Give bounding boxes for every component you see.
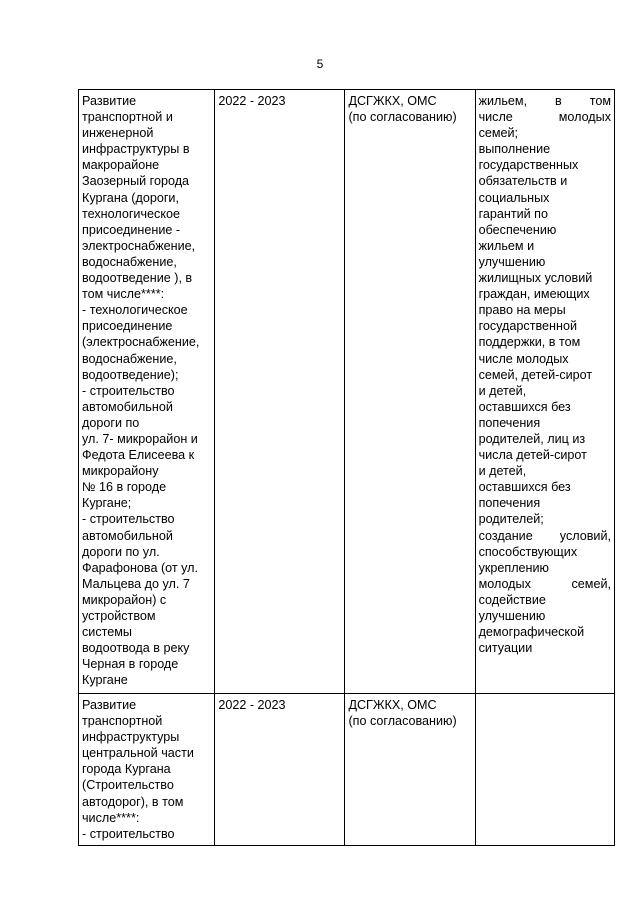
text-line: улучшению [478,254,546,269]
text-line: граждан, имеющих [478,287,590,302]
text-line: Заозерный города [82,174,190,189]
text-line: дороги по [82,415,140,430]
text-line: транспортной [82,714,163,729]
period-text: 2022 - 2023 [218,698,286,712]
text-line: гарантий по [478,206,549,221]
text-line: жильем, в том [478,94,611,108]
text-line: оставшихся без [478,480,571,495]
text-line: обеспечению [478,222,557,237]
text-line: микрорайону [82,464,159,479]
table-row [79,90,615,694]
text-line: автодорог), в том [82,794,184,809]
text-line: автомобильной [82,528,173,543]
text-line: право на меры [478,303,566,318]
text-line: Федота Елисеева к [82,448,195,463]
text-line: - строительство [82,383,175,398]
measure-name [82,93,211,688]
text-line: улучшению [478,609,546,623]
text-line: № 16 в городе [82,480,167,495]
text-line: центральной части [82,746,194,761]
text-line: поддержки, в том [478,335,581,350]
text-line: родителей; [478,512,544,527]
text-line: инфраструктуры в [82,142,190,157]
text-line: устройством [82,609,156,623]
text-line: Мальцева до ул. 7 [82,576,190,591]
text-line: содействие [478,592,546,607]
text-line: жильем и [478,238,535,253]
period-cell [215,90,345,694]
text-line: инфраструктуры [82,730,180,745]
text-line: и детей, [478,383,527,398]
text-line: Фарафонова (от ул. [82,560,199,575]
text-line: Развитие [82,698,137,712]
text-line: ДСГЖКХ, ОМС [348,698,437,712]
executor-text [348,93,471,125]
text-line: автомобильной [82,399,173,414]
text-line: родителей, лиц из [478,431,586,446]
text-line: ул. 7- микрорайон и [82,431,198,446]
text-line: (электроснабжение, [82,335,200,350]
text-line: оставшихся без [478,399,571,414]
text-line: водоснабжение, [82,254,177,269]
text-line: Черная в городе [82,657,179,672]
text-line: ситуации [478,641,533,656]
page-number: 5 [316,57,324,71]
text-line: технологическое [82,206,180,221]
measure-name-cell [79,90,215,694]
text-line: создание условий, [478,528,611,543]
text-line: Кургане; [82,496,132,511]
text-line: водоотведение ), в [82,271,193,286]
executor-cell [345,694,475,846]
text-line: (по согласованию) [348,714,457,729]
text-line: попечения [478,415,541,430]
text-line: демографической [478,625,585,640]
text-line: (по согласованию) [348,110,457,125]
text-line: города Кургана [82,762,171,777]
table-row [79,694,615,846]
text-line: - строительство [82,826,175,841]
text-line: инженерной [82,126,154,141]
text-line: социальных [478,190,550,205]
text-line: присоединение [82,319,173,334]
text-line: способствующих [478,544,578,559]
expected-result-cell [475,90,614,694]
text-line: макрорайоне [82,158,160,173]
text-line: и детей, [478,464,527,479]
measures-table [78,89,615,846]
text-line: дороги по ул. [82,544,160,559]
expected-result-cell [475,694,614,846]
text-line: государственной [478,319,577,334]
text-line: транспортной и [82,110,173,125]
text-line: выполнение [478,142,551,157]
text-line: жилищных условий [478,271,593,286]
text-line: - технологическое [82,303,188,318]
text-line: семей, детей-сирот [478,367,593,382]
text-line: молодых семей, [478,576,611,591]
text-line: Развитие [82,94,137,108]
text-line: - строительство [82,512,175,527]
text-line: укреплению [478,560,549,575]
text-line: семей; [478,126,519,141]
text-line: числе молодых [478,351,569,366]
text-line: числе молодых [478,110,611,125]
text-line: электроснабжение, [82,238,196,253]
executor-text [348,697,471,729]
measure-name [82,697,211,842]
text-line: попечения [478,496,541,511]
text-line: государственных [478,158,579,173]
text-line: водоотведение); [82,367,179,382]
expected-result-text [479,93,611,656]
period-text: 2022 - 2023 [218,94,286,108]
executor-cell [345,90,475,694]
text-line: (Строительство [82,778,174,793]
text-line: числе****: [82,810,140,825]
text-line: ДСГЖКХ, ОМС [348,94,437,108]
text-line: числа детей-сирот [478,448,587,463]
text-line: обязательств и [478,174,568,189]
measure-name-cell [79,694,215,846]
text-line: водоснабжение, [82,351,177,366]
text-line: водоотвода в реку [82,641,190,656]
text-line: Кургана (дороги, [82,190,179,205]
text-line: том числе****: [82,287,165,302]
period-cell [215,694,345,846]
text-line: Кургане [82,673,128,688]
text-line: присоединение - [82,222,181,237]
text-line: системы [82,625,132,640]
text-line: микрорайон) с [82,592,167,607]
